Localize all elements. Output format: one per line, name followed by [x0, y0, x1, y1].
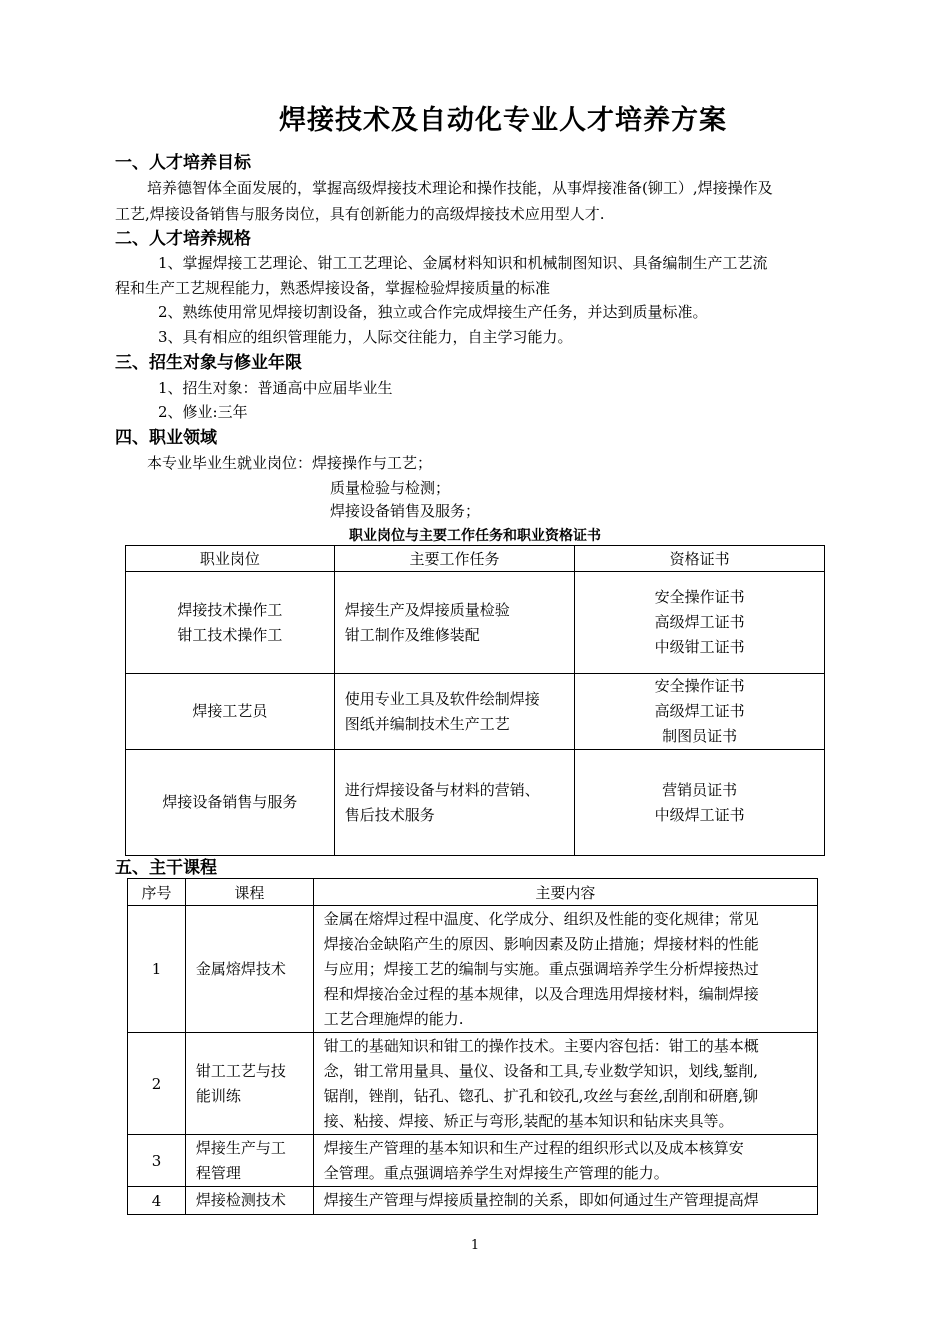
task-line: 售后技术服务 — [344, 805, 435, 824]
course-name-line: 金属熔焊技术 — [195, 959, 286, 978]
task-line: 焊接生产及焊接质量检验 — [344, 600, 510, 619]
course-content-cell — [313, 1033, 817, 1135]
cert-line: 高级焊工证书 — [654, 613, 745, 631]
post-cell — [126, 674, 335, 750]
post-line: 焊接技术操作工 — [177, 600, 283, 619]
s1-line-2: 工艺,焊接设备销售与服务岗位，具有创新能力的高级焊接技术应用型人才. — [115, 205, 605, 223]
course-name-line: 焊接检测技术 — [195, 1191, 286, 1209]
cert-line: 安全操作证书 — [654, 588, 745, 606]
col-header-course: 课程 — [185, 879, 313, 906]
s1-line-1: 培养德智体全面发展的，掌握高级焊接技术理论和操作技能，从事焊接准备(铆工）,焊接操作及 — [147, 179, 773, 197]
course-content-cell — [313, 1135, 817, 1187]
task-cell — [334, 572, 575, 674]
cert-line: 高级焊工证书 — [654, 702, 745, 720]
cert-line: 制图员证书 — [662, 727, 738, 745]
col-header-cert: 资格证书 — [575, 546, 825, 572]
s4-line-1: 本专业毕业生就业岗位：焊接操作与工艺； — [147, 454, 433, 472]
post-line: 焊接工艺员 — [192, 702, 268, 720]
section-4-heading: 四、职业领域 — [115, 428, 217, 448]
cert-line: 中级焊工证书 — [654, 805, 745, 824]
table-row — [128, 1135, 818, 1187]
course-content-cell — [313, 1187, 817, 1215]
table-row — [128, 1187, 818, 1215]
cert-cell — [575, 674, 825, 750]
col-header-task: 主要工作任务 — [334, 546, 575, 572]
task-line: 图纸并编制技术生产工艺 — [344, 714, 510, 733]
content-line: 钳工的基础知识和钳工的操作技术。主要内容包括：钳工的基本概 — [323, 1036, 759, 1055]
page-number: 1 — [470, 1238, 480, 1253]
content-line: 念，钳工常用量具、量仪、设备和工具,专业数学知识，划线,錾削, — [323, 1061, 759, 1080]
content-line: 金属在熔焊过程中温度、化学成分、组织及性能的变化规律；常见 — [323, 909, 759, 928]
section-5-heading: 五、主干课程 — [115, 858, 217, 878]
content-line: 焊接生产管理与焊接质量控制的关系，即如何通过生产管理提高焊 — [323, 1191, 759, 1209]
content-line: 锯削，锉削，钻孔、锪孔、扩孔和铰孔,攻丝与套丝,刮削和研磨,铆 — [323, 1086, 759, 1105]
career-table — [125, 545, 825, 856]
table-row — [126, 572, 825, 674]
table-row — [128, 1033, 818, 1135]
s2-item-2: 2、熟练使用常见焊接切割设备，独立或合作完成焊接生产任务，并达到质量标准。 — [158, 303, 708, 321]
s4-line-3: 焊接设备销售及服务； — [330, 502, 481, 520]
task-line: 进行焊接设备与材料的营销、 — [344, 780, 540, 799]
course-no: 3 — [128, 1135, 186, 1187]
course-no: 1 — [128, 906, 186, 1033]
content-line: 接、粘接、焊接、矫正与弯形,装配的基本知识和钻床夹具等。 — [323, 1111, 734, 1130]
section-2-heading: 二、人才培养规格 — [115, 229, 251, 249]
cert-cell — [575, 572, 825, 674]
task-cell — [334, 674, 575, 750]
s3-item-1: 1、招生对象：普通高中应届毕业生 — [158, 379, 393, 397]
cert-cell — [575, 750, 825, 856]
table-row — [126, 674, 825, 750]
task-line: 使用专业工具及软件绘制焊接 — [344, 689, 540, 708]
cert-line: 中级钳工证书 — [654, 638, 745, 656]
col-header-post: 职业岗位 — [126, 546, 335, 572]
task-cell — [334, 750, 575, 856]
course-no: 4 — [128, 1187, 186, 1215]
post-cell — [126, 572, 335, 674]
course-no: 2 — [128, 1033, 186, 1135]
course-name-cell — [185, 1187, 313, 1215]
cert-line: 安全操作证书 — [654, 677, 745, 695]
course-name-line: 钳工工艺与技 — [195, 1061, 286, 1080]
content-line: 程和焊接冶金过程的基本规律，以及合理选用焊接材料，编制焊接 — [323, 984, 759, 1003]
career-table-caption: 职业岗位与主要工作任务和职业资格证书 — [349, 528, 601, 544]
course-name-line: 能训练 — [195, 1086, 241, 1105]
s2-item-3: 3、具有相应的组织管理能力，人际交往能力，自主学习能力。 — [158, 328, 573, 346]
course-name-cell — [185, 906, 313, 1033]
page-title: 焊接技术及自动化专业人才培养方案 — [279, 105, 727, 136]
content-line: 全管理。重点强调培养学生对焊接生产管理的能力。 — [323, 1163, 669, 1182]
section-1-heading: 一、人才培养目标 — [115, 153, 251, 173]
s2-item-1b: 程和生产工艺规程能力，熟悉焊接设备，掌握检验焊接质量的标准 — [115, 279, 551, 297]
section-3-heading: 三、招生对象与修业年限 — [115, 353, 302, 373]
post-line: 钳工技术操作工 — [177, 625, 283, 644]
course-content-cell — [313, 906, 817, 1033]
s4-line-2: 质量检验与检测； — [330, 479, 451, 497]
course-name-cell — [185, 1033, 313, 1135]
content-line: 与应用；焊接工艺的编制与实施。重点强调培养学生分析焊接热过 — [323, 959, 759, 978]
col-header-no: 序号 — [128, 879, 186, 906]
col-header-content: 主要内容 — [313, 879, 817, 906]
post-line: 焊接设备销售与服务 — [162, 793, 298, 811]
post-cell — [126, 750, 335, 856]
cert-line: 营销员证书 — [662, 780, 738, 799]
course-name-line: 程管理 — [195, 1163, 241, 1182]
course-table — [127, 878, 818, 1215]
task-line: 钳工制作及维修装配 — [344, 625, 480, 644]
table-row — [128, 906, 818, 1033]
course-name-cell — [185, 1135, 313, 1187]
s2-item-1a: 1、掌握焊接工艺理论、钳工工艺理论、金属材料知识和机械制图知识、具备编制生产工艺流 — [158, 254, 768, 272]
table-row — [126, 750, 825, 856]
content-line: 焊接冶金缺陷产生的原因、影响因素及防止措施；焊接材料的性能 — [323, 934, 759, 953]
content-line: 焊接生产管理的基本知识和生产过程的组织形式以及成本核算安 — [323, 1138, 744, 1157]
course-name-line: 焊接生产与工 — [195, 1138, 286, 1157]
content-line: 工艺合理施焊的能力. — [323, 1009, 464, 1028]
s3-item-2: 2、修业:三年 — [158, 403, 248, 421]
